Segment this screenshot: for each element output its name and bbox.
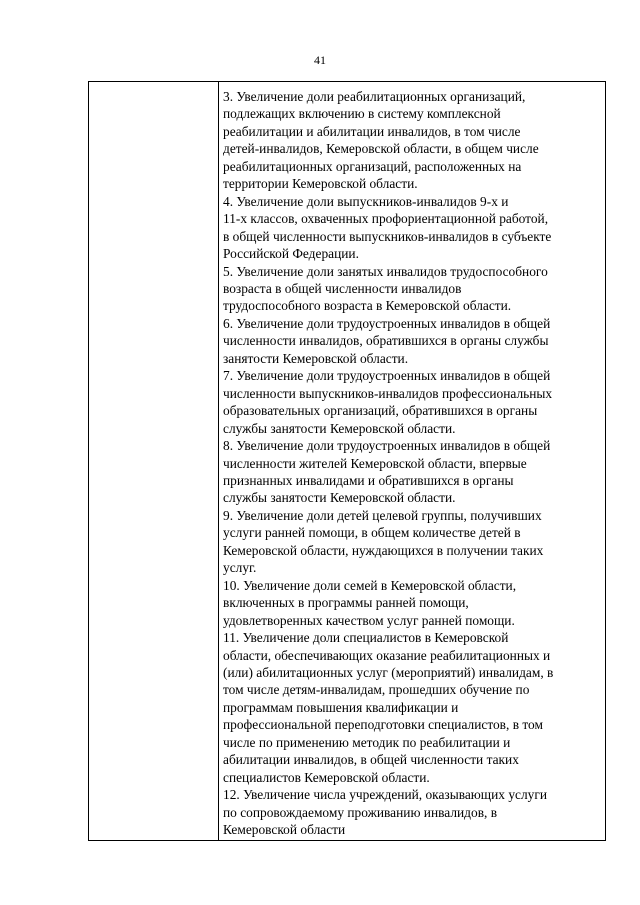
page-number: 41 [314,53,326,67]
document-table [88,81,606,841]
list-item-6: 6. Увеличение доли трудоустроенных инвалидов в общей численности инвалидов, обратившихся в органы службы занятости Кемеровской области. [223,315,551,366]
list-item-8: 8. Увеличение доли трудоустроенных инвалидов в общей численности жителей Кемеровской области, впервые признанных инвалидами и обратившихся в органы службы занятости Кемеровской области. [223,438,551,506]
list-item-3: 3. Увеличение доли реабилитационных организаций, подлежащих включению в систему комплексной реабилитации и абилитации инвалидов, в том числе детей-инвалидов, Кемеровской области, в общем числе реабилитационных организаций, расположенных на территории Кемеровской области. [223,89,539,192]
list-item-12: 12. Увеличение числа учреждений, оказывающих услуги по сопровождаемому проживанию инвалидов, в Кемеровской области [223,787,547,838]
list-item-5: 5. Увеличение доли занятых инвалидов трудоспособного возраста в общей численности инвалидов трудоспособного возраста в Кемеровской области. [223,263,548,314]
list-item-7: 7. Увеличение доли трудоустроенных инвалидов в общей численности выпускников-инвалидов профессиональных образовательных организаций, обратившихся в органы службы занятости Кемеровской области. [223,368,553,436]
list-item-4: 4. Увеличение доли выпускников-инвалидов 9-х и 11-х классов, охваченных профориентационной работой, в общей численности выпускников-инвалидов в субъекте Российской Федерации. [223,193,552,262]
list-item-11: 11. Увеличение доли специалистов в Кемеровской области, обеспечивающих оказание реабилитационных и (или) абилитационных услуг (мероприятий) инвалидам, в том числе детям-инвалидам, прошедших обучение по программам повышения квалификации и профессиональной переподготовки специалистов, в том числе по применению методик по реабилитации и абилитации инвалидов, в общей численности таких специалистов Кемеровской области. [223,630,554,785]
list-item-9: 9. Увеличение доли детей целевой группы, получивших услуги ранней помощи, в общем количестве детей в Кемеровской области, нуждающихся в получении таких услуг. [223,507,544,576]
list-item-10: 10. Увеличение доли семей в Кемеровской области, включенных в программы ранней помощи, удовлетворенных качеством услуг ранней помощи. [223,577,517,628]
table-left-cell [89,82,219,840]
table-right-cell [223,88,603,838]
